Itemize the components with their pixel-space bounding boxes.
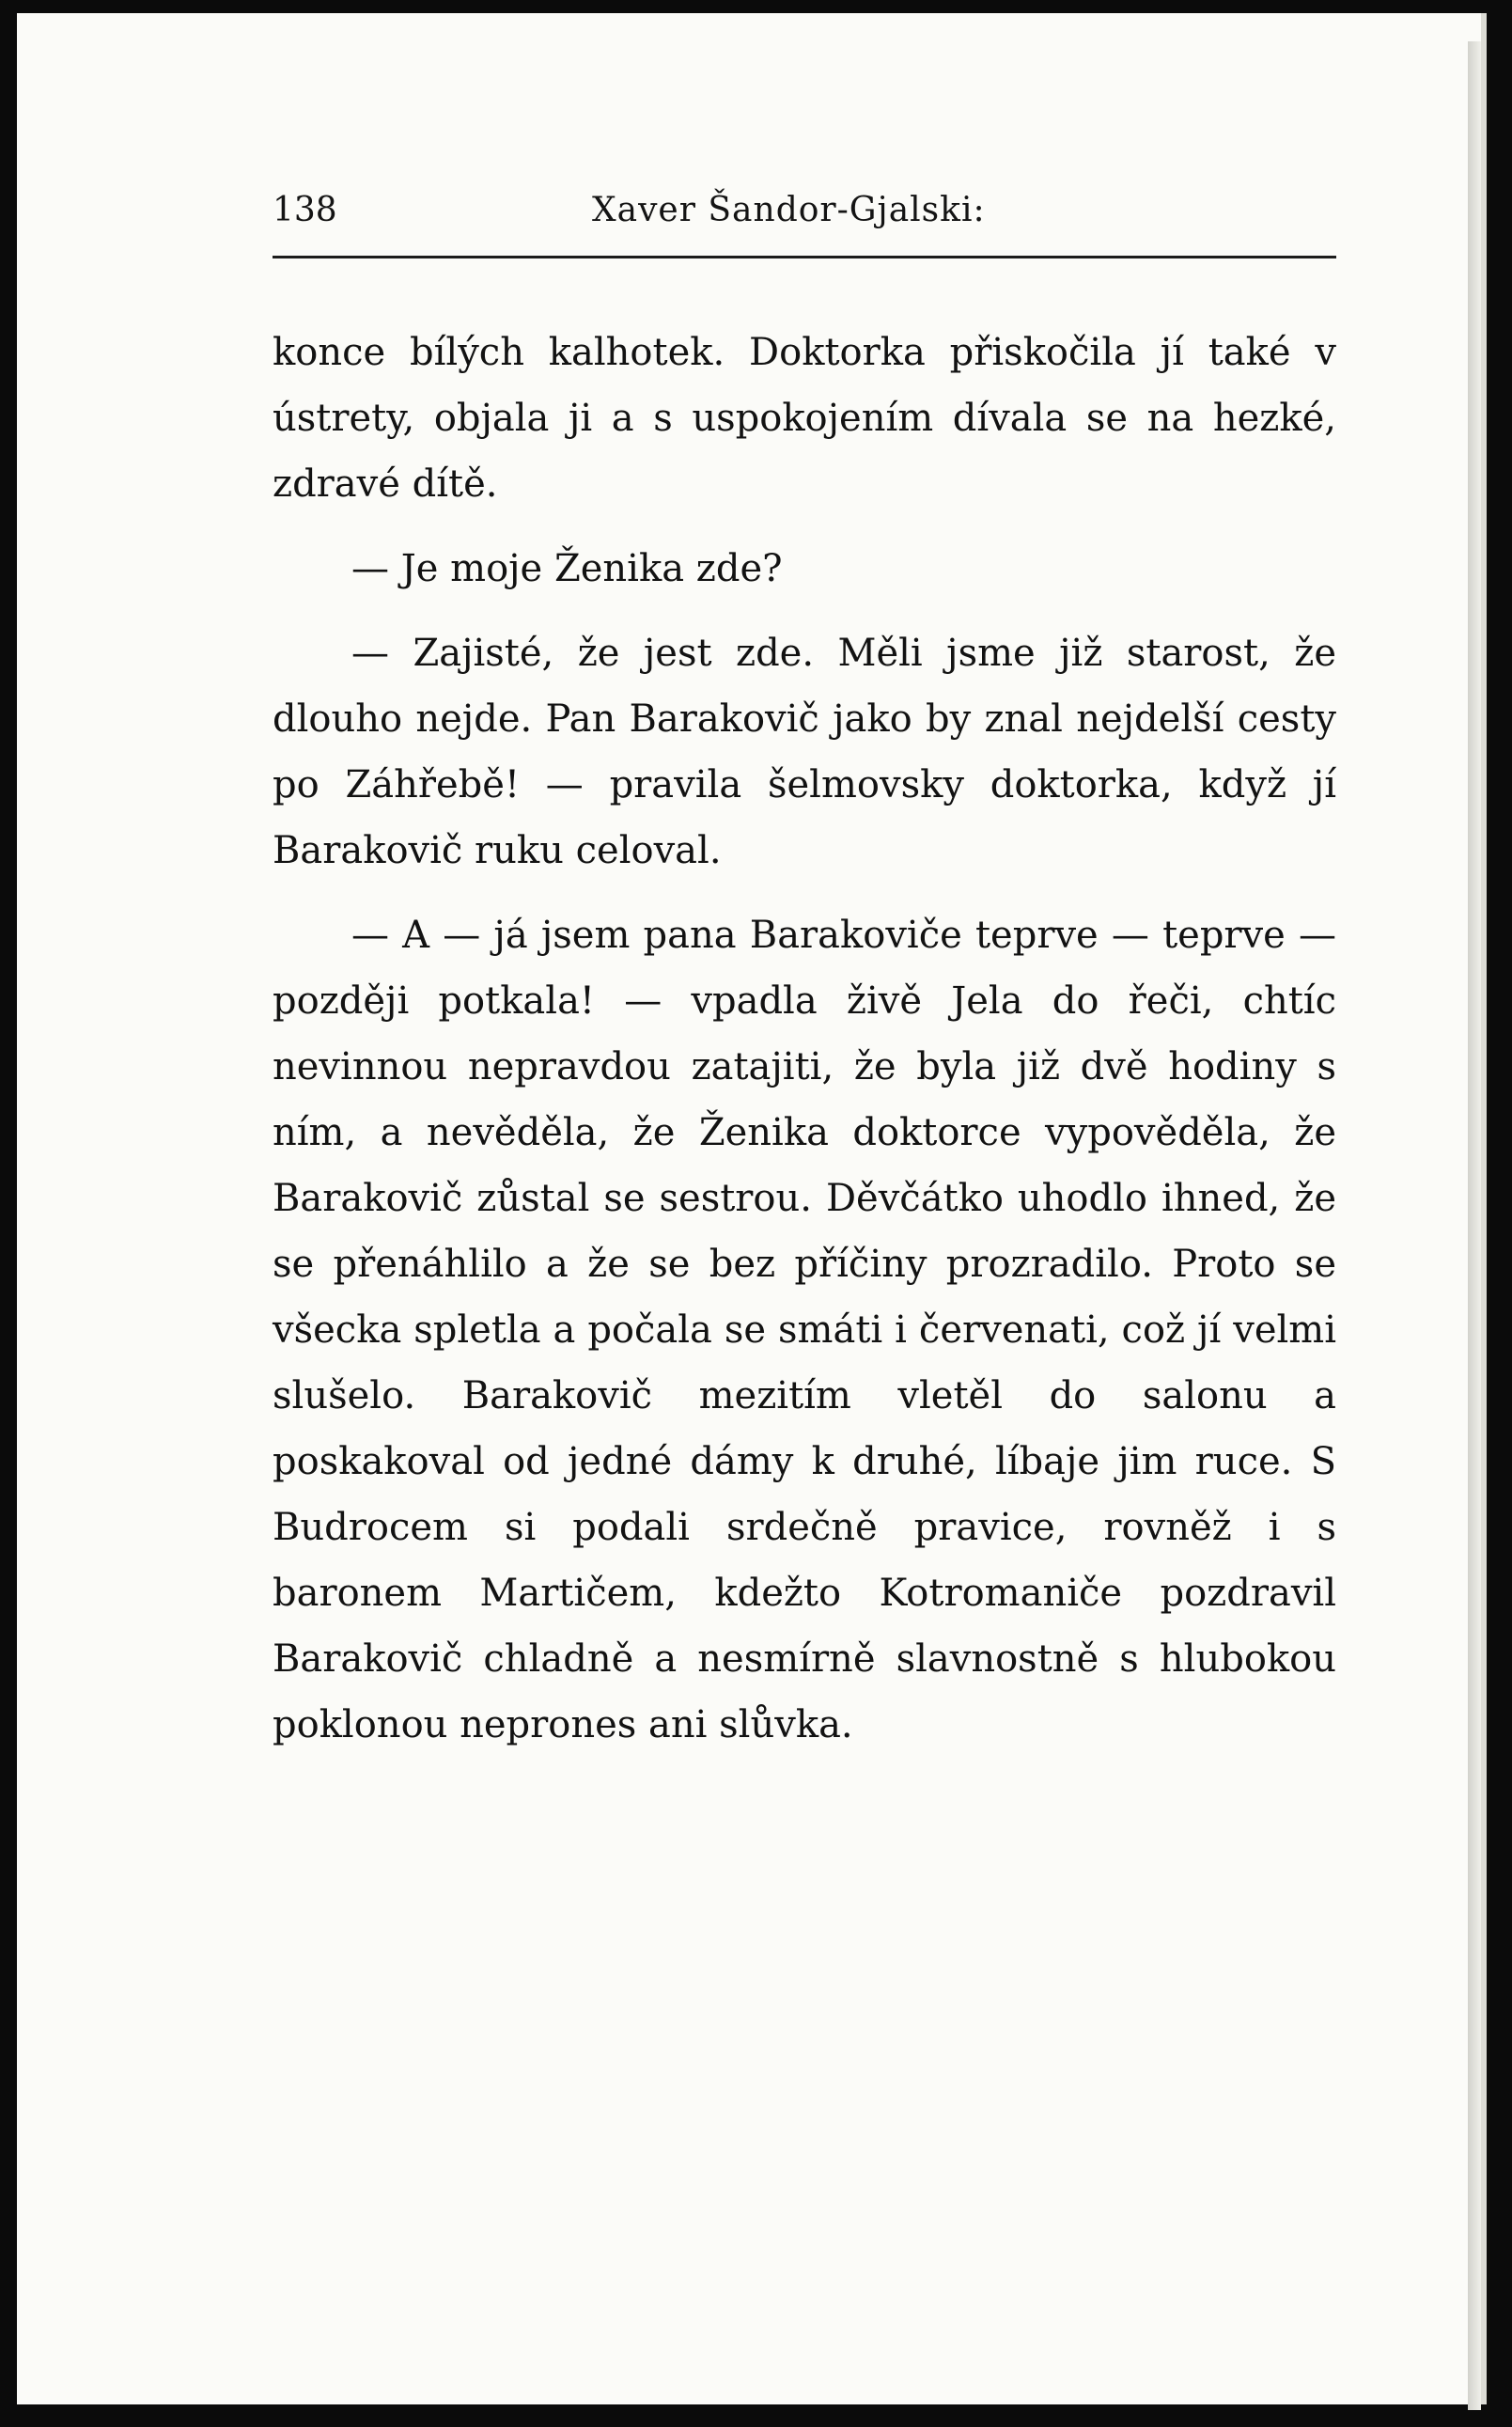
paragraph: — A — já jsem pana Barakoviče teprve — teprve — později potkala! — vpadla živě Jela do řeči, chtíc nevinnou nepravdou zatajiti, že byla již dvě hodiny s ním, a nevěděla, že Ženika doktorce vypověděla, že Barakovič zůstal se sestrou. Děvčátko uhodlo ihned, že se přenáhlilo a že se bez příčiny prozradilo. Proto se všecka spletla a počala se smáti i červenati, což jí velmi slušelo. Barakovič mezitím vletěl do salonu a poskakoval od jedné dámy k druhé, líbaje jim ruce. S Budrocem si podali srdečně pravice, rovněž i s baronem Martičem, kdežto Kotromaniče pozdravil Barakovič chladně a nesmírně slavnostně s hlubokou poklonou neprones ani slůvka. bbox=[273, 914, 1336, 1746]
page-number: 138 bbox=[273, 191, 337, 229]
paragraph: — Zajisté, že jest zde. Měli jsme již starost, že dlouho nejde. Pan Barakovič jako by znal nejdelší cesty po Záhřebě! — pravila šelmovsky doktorka, když jí Barakovič ruku celoval. bbox=[273, 632, 1336, 872]
paragraph: konce bílých kalhotek. Doktorka přiskočila jí také v ústrety, objala ji a s uspokojením dívala se na hezké, zdravé dítě. bbox=[273, 331, 1336, 506]
running-head: Xaver Šandor-Gjalski: bbox=[592, 191, 986, 229]
header-rule bbox=[273, 256, 1336, 258]
paragraph: — Je moje Ženika zde? bbox=[351, 547, 783, 590]
page-header bbox=[273, 184, 1336, 237]
page-edge bbox=[1468, 41, 1481, 2410]
body-text bbox=[273, 320, 1336, 1777]
